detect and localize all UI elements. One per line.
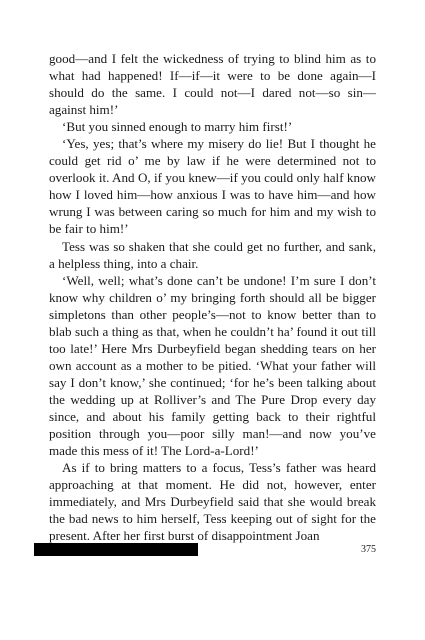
- redaction-bar: [34, 543, 198, 556]
- paragraph: ‘Well, well; what’s done can’t be undone! I’m sure I don’t know why children o’ my bringing forth should all be bigger simpletons than other people’s—not to know better than to blab such a thing as that, when he couldn’t ha’ found it out till too late!’ Here Mrs Durbeyfield began shedding tears on her own account as a mother to be pitied. ‘What your father will say I don’t know,’ she continued; ‘for he’s been talking about the wedding up at Rolliver’s and The Pure Drop every day since, and about his family getting back to their rightful position through you—poor silly man!—and now you’ve made this mess of it! The Lord-a-Lord!’: [49, 272, 376, 459]
- body-text: [49, 50, 376, 544]
- paragraph: good—and I felt the wickedness of trying to blind him as to what had happened! If—if—it were to be done again—I should do the same. I could not—I dared not—so sin—against him!’: [49, 51, 376, 118]
- paragraph: Tess was so shaken that she could get no further, and sank, a helpless thing, into a chair.: [49, 238, 376, 271]
- page-number: 375: [361, 544, 376, 555]
- paragraph: ‘But you sinned enough to marry him first!’: [62, 119, 293, 135]
- paragraph: ‘Yes, yes; that’s where my misery do lie! But I thought he could get rid o’ me by law if he were determined not to overlook it. And O, if you knew—if you could only half know how I loved him—how anxious I was to have him—and how wrung I was between caring so much for him and my wish to be fair to him!’: [49, 136, 376, 237]
- paragraph: As if to bring matters to a focus, Tess’s father was heard approaching at that moment. He did not, however, enter immediately, and Mrs Durbeyfield said that she would break the bad news to him herself, Tess keeping out of sight for the present. After her first burst of disappointment Joan: [49, 460, 376, 544]
